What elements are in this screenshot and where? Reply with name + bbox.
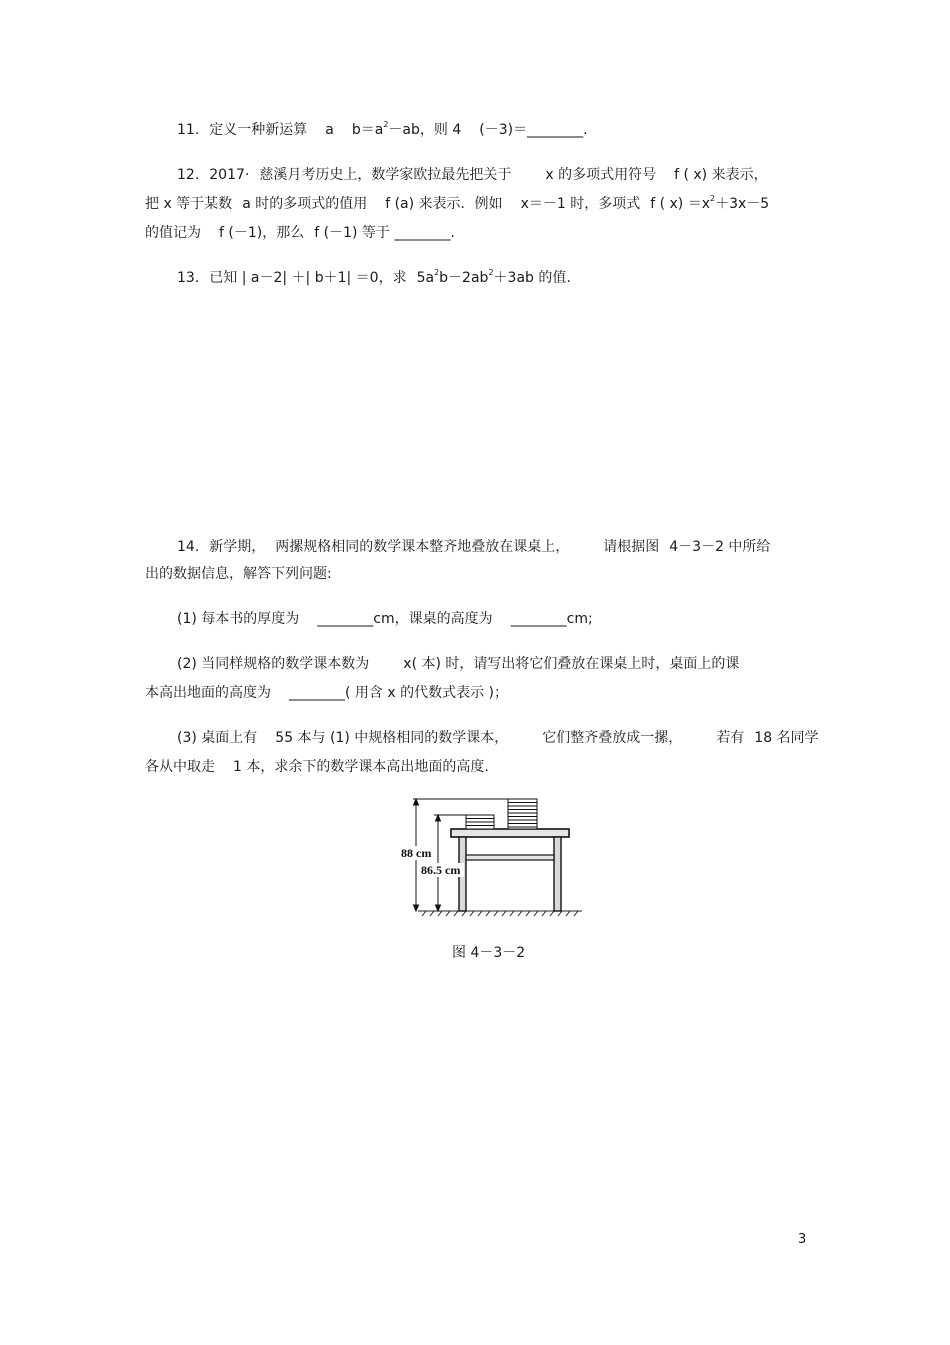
question-11	[177, 120, 588, 140]
question-number: 13.	[177, 270, 200, 286]
desk-top	[451, 829, 569, 837]
exponent: 2	[383, 120, 389, 129]
answer-blank: ________cm;	[510, 611, 593, 627]
question-text: 把 x 等于某数	[145, 196, 233, 212]
equation-part: b＝a	[351, 122, 384, 138]
question-text: a 时的多项式的值用	[242, 196, 368, 212]
question-14-part-3-line-2	[145, 757, 489, 777]
label-86-5cm: 86.5 cm	[421, 863, 461, 877]
question-number: 12.	[177, 167, 200, 183]
question-14-part-2-line-1	[177, 654, 739, 674]
answer-blank: (－3)＝________.	[479, 122, 588, 138]
question-text: 定义一种新运算	[209, 122, 308, 138]
question-14-part-1	[177, 609, 593, 629]
variable-a: a	[325, 122, 334, 138]
question-14-line-1	[177, 537, 770, 557]
sub-question-text: (3) 桌面上有	[177, 730, 258, 746]
question-text: 已知 | a－2| ＋| b＋1| ＝0，求	[209, 270, 407, 286]
question-text: 两摞规格相同的数学课本整齐地叠放在课桌上，	[275, 539, 570, 555]
answer-blank: ________cm，课桌的高度为	[317, 611, 493, 627]
desk-crossbar	[466, 855, 554, 860]
question-text: f ( x) ＝x	[650, 196, 710, 212]
desk-leg-right	[554, 837, 561, 911]
question-14-line-2	[145, 564, 332, 584]
figure-caption: 图 4－3－2	[452, 945, 526, 961]
sub-question-text: x( 本) 时，请写出将它们叠放在课桌上时，桌面上的课	[403, 656, 740, 672]
expression-part: 5a	[416, 270, 435, 286]
question-12-line-1	[177, 165, 768, 185]
figure-desk-with-books	[400, 796, 590, 918]
question-text: f (－1)，那么	[219, 225, 305, 241]
question-text: 请根据图	[603, 539, 660, 555]
question-text: 4－3－2 中所给	[669, 539, 771, 555]
exponent: 2	[488, 268, 494, 277]
book-stack-tall	[508, 799, 537, 829]
label-88cm: 88 cm	[401, 846, 432, 860]
question-14-part-2-line-2	[145, 683, 508, 703]
question-source: 2017·	[209, 167, 250, 183]
question-text: f ( x) 来表示，	[674, 167, 768, 183]
answer-blank: f (－1) 等于 ________.	[314, 225, 455, 241]
answer-blank: ________( 用含 x 的代数式表示 )；	[289, 685, 509, 701]
ground-hatching	[418, 911, 582, 916]
sub-question-text: 55 本与 (1) 中规格相同的数学课本，	[275, 730, 509, 746]
question-text: x 的多项式用符号	[545, 167, 657, 183]
exponent: 2	[434, 268, 440, 277]
question-12-line-2	[145, 194, 769, 214]
question-13	[177, 268, 571, 288]
question-text: 出的数据信息，解答下列问题:	[145, 566, 332, 582]
sub-question-text: (2) 当同样规格的数学课本数为	[177, 656, 370, 672]
question-number: 14.	[177, 539, 200, 555]
sub-question-text: 本高出地面的高度为	[145, 685, 271, 701]
sub-question-text: 1 本，求余下的数学课本高出地面的高度.	[233, 759, 489, 775]
expression-part: b－2ab	[439, 270, 489, 286]
sub-question-text: 各从中取走	[145, 759, 215, 775]
page-number: 3	[798, 1232, 807, 1247]
question-14-part-3-line-1	[177, 728, 819, 748]
sub-question-text: (1) 每本书的厚度为	[177, 611, 300, 627]
equation-part: －ab，则 4	[388, 122, 462, 138]
question-number: 11.	[177, 122, 200, 138]
question-12-line-3	[145, 223, 455, 243]
exponent: 2	[710, 194, 716, 203]
question-text: ＋3x－5	[715, 196, 770, 212]
question-text: x＝－1 时，多项式	[520, 196, 641, 212]
book-stack-small	[466, 815, 494, 829]
question-text: 的值记为	[145, 225, 201, 241]
sub-question-text: 若有	[716, 730, 745, 746]
sub-question-text: 它们整齐叠放成一摞，	[542, 730, 683, 746]
sub-question-text: 18 名同学	[754, 730, 819, 746]
expression-part: ＋3ab 的值.	[493, 270, 571, 286]
question-text: 慈溪月考历史上，数学家欧拉最先把关于	[259, 167, 512, 183]
question-text: 新学期，	[209, 539, 266, 555]
question-text: f (a) 来表示．例如	[385, 196, 503, 212]
